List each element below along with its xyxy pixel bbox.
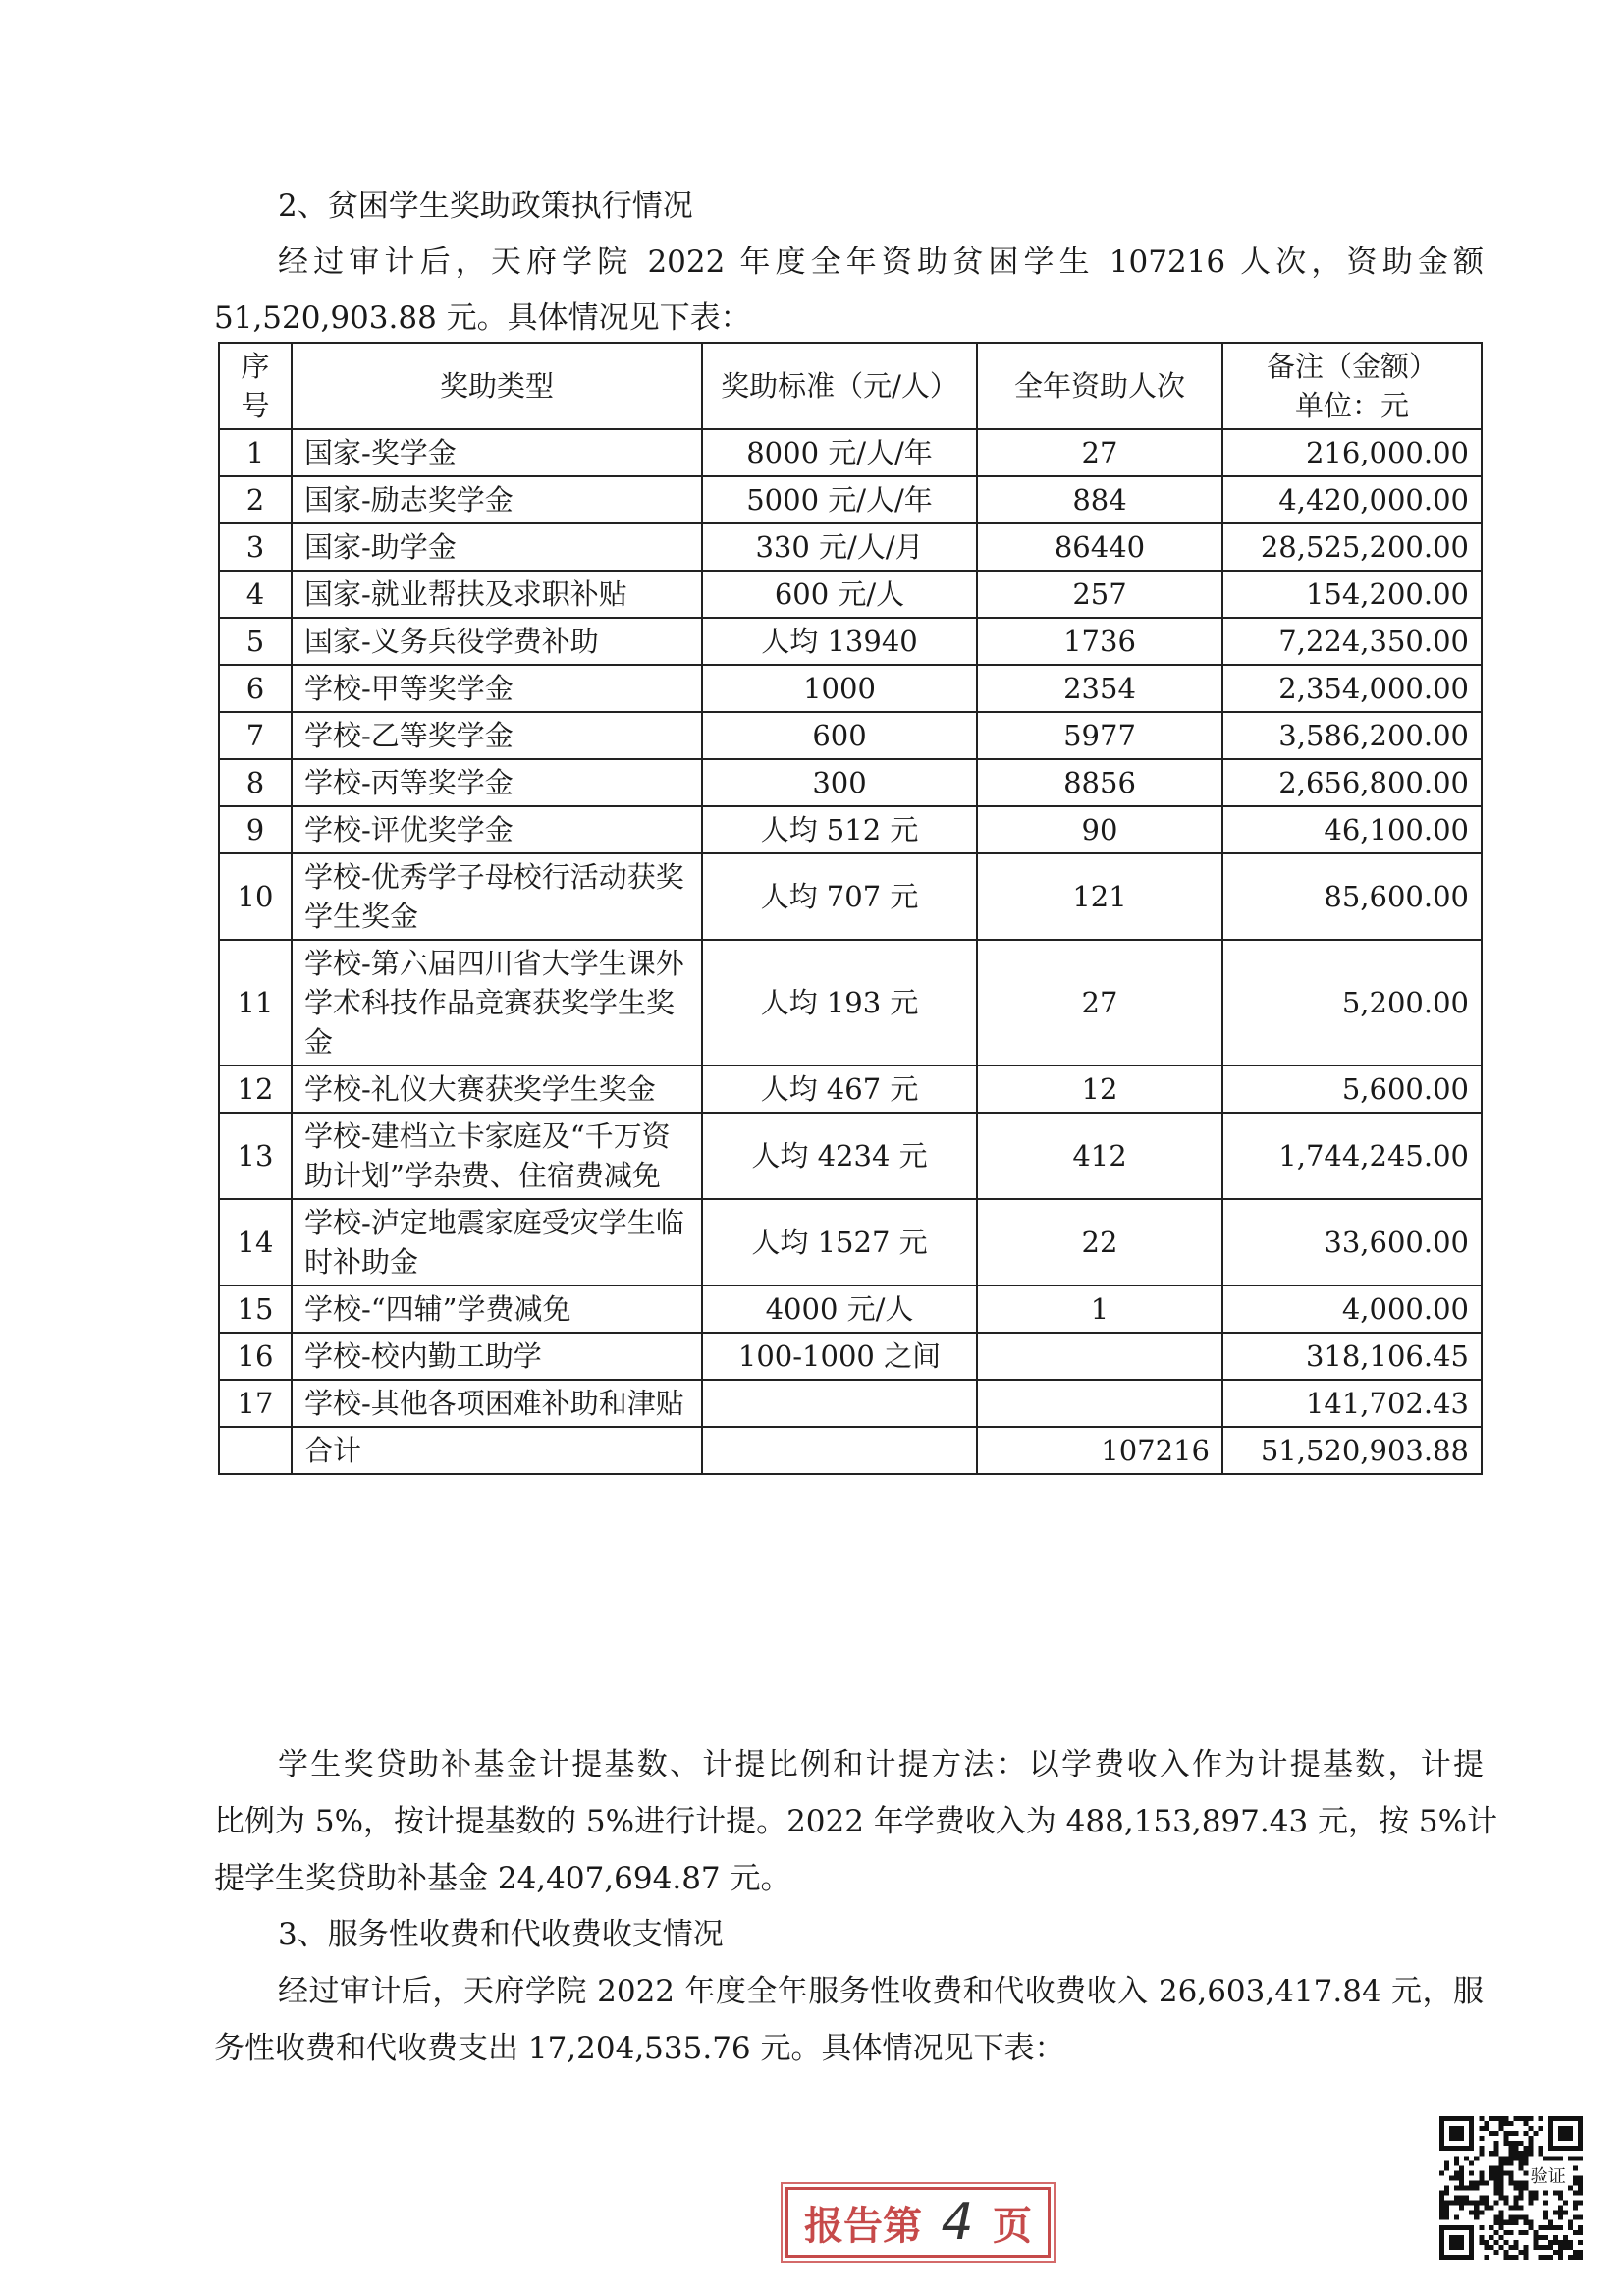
row-standard: 600 元/人: [702, 571, 977, 618]
row-amount: 5,200.00: [1222, 940, 1482, 1066]
row-count: 27: [977, 940, 1222, 1066]
row-count: 5977: [977, 712, 1222, 759]
row-standard: 330 元/人/月: [702, 523, 977, 571]
stamp-suffix: 页: [993, 2202, 1032, 2249]
row-amount: 5,600.00: [1222, 1066, 1482, 1113]
row-amount: 7,224,350.00: [1222, 618, 1482, 665]
row-amount: 216,000.00: [1222, 429, 1482, 476]
table-row: [219, 476, 1482, 523]
row-seq: 1: [219, 429, 292, 476]
row-standard: 人均 707 元: [702, 853, 977, 940]
table-row: [219, 759, 1482, 806]
row-standard: 600: [702, 712, 977, 759]
row-count: 22: [977, 1199, 1222, 1285]
row-standard: 人均 13940: [702, 618, 977, 665]
row-count: 1: [977, 1285, 1222, 1333]
table-row: [219, 1113, 1482, 1199]
page-number-stamp: [785, 2187, 1051, 2258]
row-type: 国家-助学金: [292, 523, 702, 571]
row-standard: 300: [702, 759, 977, 806]
row-count: 86440: [977, 523, 1222, 571]
row-standard: 人均 512 元: [702, 806, 977, 853]
row-count: 1736: [977, 618, 1222, 665]
row-seq: 8: [219, 759, 292, 806]
row-seq: 12: [219, 1066, 292, 1113]
row-seq: 7: [219, 712, 292, 759]
section2-paragraph-line2: 51,520,903.88 元。具体情况见下表：: [214, 301, 751, 336]
row-amount: 318,106.45: [1222, 1333, 1482, 1380]
row-standard: [702, 1380, 977, 1427]
section3-heading: 3、服务性收费和代收费收支情况: [278, 1917, 724, 1952]
fund-paragraph-line2: 比例为 5%，按计提基数的 5%进行计提。2022 年学费收入为 488,153,897.43 元，按 5%计: [214, 1804, 1498, 1839]
row-amount: 33,600.00: [1222, 1199, 1482, 1285]
table-row: [219, 1066, 1482, 1113]
row-count: 8856: [977, 759, 1222, 806]
header-note: 备注（金额） 单位：元: [1222, 343, 1482, 429]
row-type: 学校-丙等奖学金: [292, 759, 702, 806]
row-type: 学校-泸定地震家庭受灾学生临时补助金: [292, 1199, 702, 1285]
row-count: 27: [977, 429, 1222, 476]
header-seq: 序 号: [219, 343, 292, 429]
fund-paragraph-line3: 提学生奖贷助补基金 24,407,694.87 元。: [214, 1861, 791, 1896]
row-amount: 2,656,800.00: [1222, 759, 1482, 806]
row-type: 学校-校内勤工助学: [292, 1333, 702, 1380]
row-count: 884: [977, 476, 1222, 523]
row-count: 12: [977, 1066, 1222, 1113]
row-standard: 100-1000 之间: [702, 1333, 977, 1380]
table-row: [219, 429, 1482, 476]
table-row: [219, 853, 1482, 940]
row-standard: 人均 467 元: [702, 1066, 977, 1113]
row-type: 国家-义务兵役学费补助: [292, 618, 702, 665]
row-seq: 13: [219, 1113, 292, 1199]
row-type: 学校-其他各项困难补助和津贴: [292, 1380, 702, 1427]
row-seq: 16: [219, 1333, 292, 1380]
row-seq: 15: [219, 1285, 292, 1333]
row-seq: 3: [219, 523, 292, 571]
row-count: 121: [977, 853, 1222, 940]
row-standard: 5000 元/人/年: [702, 476, 977, 523]
row-type: 学校-乙等奖学金: [292, 712, 702, 759]
section3-paragraph-line2: 务性收费和代收费支出 17,204,535.76 元。具体情况见下表：: [214, 2031, 1065, 2066]
fund-paragraph-line1: 学生奖贷助补基金计提基数、计提比例和计提方法：以学费收入作为计提基数，计提: [278, 1747, 1484, 1782]
row-seq: 11: [219, 940, 292, 1066]
row-type: 国家-就业帮扶及求职补贴: [292, 571, 702, 618]
stamp-page-number: 4: [941, 2193, 974, 2252]
row-amount: 28,525,200.00: [1222, 523, 1482, 571]
row-type: 国家-励志奖学金: [292, 476, 702, 523]
qr-badge-label: 验证: [1530, 2165, 1566, 2187]
stamp-prefix: 报告第: [804, 2202, 922, 2249]
row-standard: 1000: [702, 665, 977, 712]
table-row: [219, 1199, 1482, 1285]
section2-heading: 2、贫困学生奖助政策执行情况: [278, 189, 693, 224]
row-seq: 2: [219, 476, 292, 523]
table-row: [219, 1333, 1482, 1380]
row-seq: 17: [219, 1380, 292, 1427]
row-seq: 6: [219, 665, 292, 712]
row-count: [977, 1333, 1222, 1380]
row-type: 学校-“四辅”学费减免: [292, 1285, 702, 1333]
row-amount: 2,354,000.00: [1222, 665, 1482, 712]
table-row: [219, 806, 1482, 853]
row-amount: 4,000.00: [1222, 1285, 1482, 1333]
row-count: [977, 1380, 1222, 1427]
row-count: 90: [977, 806, 1222, 853]
table-row: [219, 1285, 1482, 1333]
row-amount: 4,420,000.00: [1222, 476, 1482, 523]
row-type: 国家-奖学金: [292, 429, 702, 476]
row-count: 412: [977, 1113, 1222, 1199]
table-row: [219, 940, 1482, 1066]
row-count: 257: [977, 571, 1222, 618]
table-row: [219, 618, 1482, 665]
total-standard-cell: [702, 1427, 977, 1474]
row-seq: 5: [219, 618, 292, 665]
table-header-row: [219, 343, 1482, 429]
row-seq: 4: [219, 571, 292, 618]
section3-paragraph-line1: 经过审计后，天府学院 2022 年度全年服务性收费和代收费收入 26,603,417.84 元，服: [278, 1974, 1484, 2009]
row-seq: 10: [219, 853, 292, 940]
row-seq: 9: [219, 806, 292, 853]
header-count: 全年资助人次: [977, 343, 1222, 429]
row-type: 学校-甲等奖学金: [292, 665, 702, 712]
row-standard: 4000 元/人: [702, 1285, 977, 1333]
row-amount: 3,586,200.00: [1222, 712, 1482, 759]
row-standard: 人均 4234 元: [702, 1113, 977, 1199]
row-type: 学校-第六届四川省大学生课外学术科技作品竞赛获奖学生奖金: [292, 940, 702, 1066]
row-standard: 人均 1527 元: [702, 1199, 977, 1285]
row-amount: 1,744,245.00: [1222, 1113, 1482, 1199]
row-standard: 人均 193 元: [702, 940, 977, 1066]
row-type: 学校-评优奖学金: [292, 806, 702, 853]
row-standard: 8000 元/人/年: [702, 429, 977, 476]
row-type: 学校-优秀学子母校行活动获奖学生奖金: [292, 853, 702, 940]
total-label: 合计: [292, 1427, 702, 1474]
row-count: 2354: [977, 665, 1222, 712]
aid-table: [218, 342, 1483, 1475]
table-row: [219, 1380, 1482, 1427]
row-type: 学校-建档立卡家庭及“千万资助计划”学杂费、住宿费减免: [292, 1113, 702, 1199]
table-row: [219, 523, 1482, 571]
section2-paragraph-line1: 经过审计后，天府学院 2022 年度全年资助贫困学生 107216 人次，资助金额: [278, 245, 1484, 280]
row-amount: 46,100.00: [1222, 806, 1482, 853]
total-seq-cell: [219, 1427, 292, 1474]
row-amount: 141,702.43: [1222, 1380, 1482, 1427]
table-row: [219, 571, 1482, 618]
row-amount: 85,600.00: [1222, 853, 1482, 940]
table-row: [219, 712, 1482, 759]
verification-qr-code[interactable]: [1439, 2116, 1583, 2260]
header-standard: 奖助标准（元/人）: [702, 343, 977, 429]
row-seq: 14: [219, 1199, 292, 1285]
table-total-row: [219, 1427, 1482, 1474]
total-count: 107216: [977, 1427, 1222, 1474]
total-amount: 51,520,903.88: [1222, 1427, 1482, 1474]
row-type: 学校-礼仪大赛获奖学生奖金: [292, 1066, 702, 1113]
row-amount: 154,200.00: [1222, 571, 1482, 618]
header-type: 奖助类型: [292, 343, 702, 429]
table-body: [219, 429, 1482, 1427]
table-row: [219, 665, 1482, 712]
